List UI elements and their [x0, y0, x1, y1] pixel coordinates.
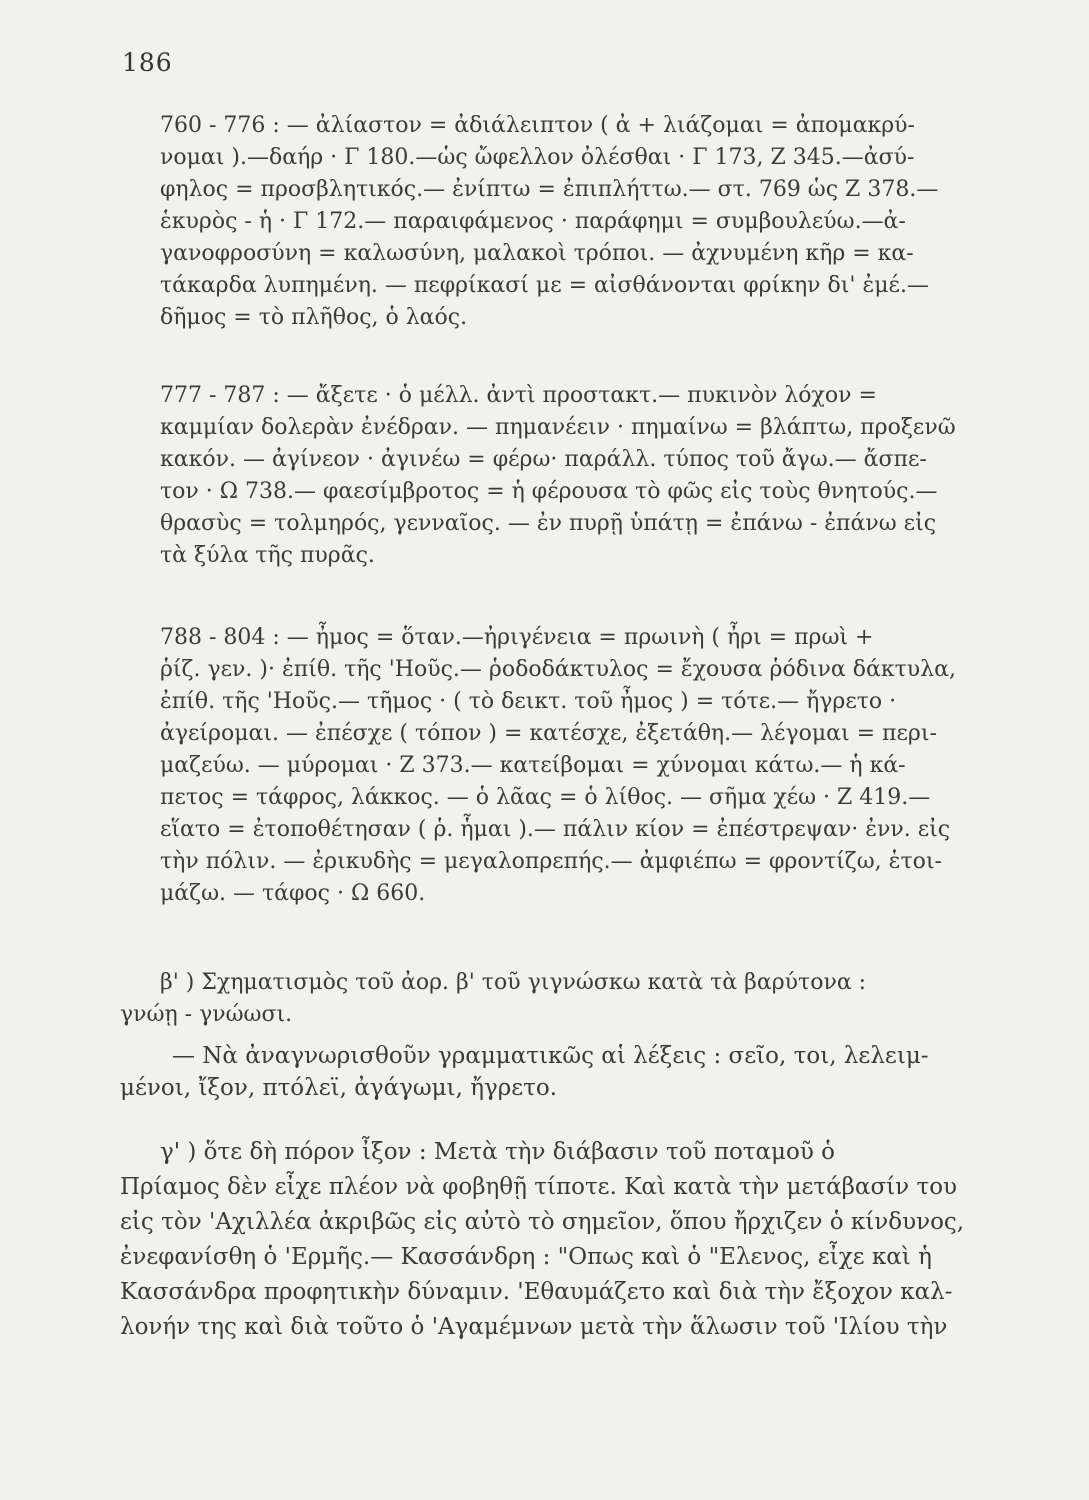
text-line: 788 - 804 : — ἦμος = ὅταν.—ἠριγένεια = πρωινὴ ( ἦρι = πρωὶ +	[160, 625, 874, 650]
note-beta	[120, 967, 980, 1031]
text-line: μένοι, ἴξον, πτόλεϊ, ἀγάγωμι, ἤγρετο.	[120, 1075, 558, 1101]
text-line: Πρίαμος δὲν εἶχε πλέον νὰ φοβηθῇ τίποτε. Καὶ κατὰ τὴν μετάβασίν του	[120, 1174, 958, 1200]
text-line: φηλος = προσβλητικός.— ἐνίπτω = ἐπιπλήττω.— στ. 769 ὡς Ζ 378.—	[160, 177, 939, 202]
text-line: πετος = τάφρος, λάκκος. — ὁ λᾶας = ὁ λίθος. — σῆμα χέω · Ζ 419.—	[160, 785, 931, 810]
text-line: ἑκυρὸς - ἡ · Γ 172.— παραιφάμενος · παράφημι = συμβουλεύω.—ἀ-	[160, 209, 906, 234]
text-line: — Νὰ ἀναγνωρισθοῦν γραμματικῶς αἱ λέξεις : σεῖο, τοι, λελειμ-	[172, 1043, 929, 1069]
text-line: νομαι ).—δαήρ · Γ 180.—ὡς ὤφελλον ὀλέσθαι · Γ 173, Ζ 345.—ἀσύ-	[160, 145, 915, 170]
text-line: γ' ) ὅτε δὴ πόρον ἶξον : Μετὰ τὴν διάβασιν τοῦ ποταμοῦ ὁ	[160, 1139, 835, 1165]
text-line: τον · Ω 738.— φαεσίμβροτος = ἡ φέρουσα τὸ φῶς εἰς τοὺς θνητούς.—	[160, 479, 938, 504]
text-line: ἐνεφανίσθη ὁ 'Ερμῆς.— Κασσάνδρη : "Οπως καὶ ὁ "Ελενος, εἶχε καὶ ἡ	[120, 1244, 932, 1270]
text-line: β' ) Σχηματισμὸς τοῦ ἀορ. β' τοῦ γιγνώσκω κατὰ τὰ βαρύτονα :	[160, 970, 867, 995]
text-line: 777 - 787 : — ἄξετε · ὁ μέλλ. ἀντὶ προστακτ.— πυκινὸν λόχον =	[160, 383, 877, 408]
text-line: τάκαρδα λυπημένη. — πεφρίκασί με = αἰσθάνονται φρίκην δι' ἐμέ.—	[160, 273, 929, 298]
text-line: ἐπίθ. τῆς 'Ηοῦς.— τῆμος · ( τὸ δεικτ. τοῦ ἦμος ) = τότε.— ἤγρετο ·	[160, 689, 897, 714]
text-line: Κασσάνδρα προφητικὴν δύναμιν. 'Εθαυμάζετο καὶ διὰ τὴν ἔξοχον καλ-	[120, 1279, 953, 1305]
commentary-788-804	[160, 622, 980, 910]
text-line: καμμίαν δολερὰν ἐνέδραν. — πημανέειν · πημαίνω = βλάπτω, προξενῶ	[160, 415, 956, 440]
exercise-recognize	[120, 1040, 980, 1104]
text-line: θρασὺς = τολμηρός, γενναῖος. — ἐν πυρῇ ὑπάτῃ = ἐπάνω - ἐπάνω εἰς	[160, 511, 937, 536]
text-line: τὰ ξύλα τῆς πυρᾶς.	[160, 543, 375, 568]
commentary-777-787	[160, 380, 980, 572]
text-line: μάζω. — τάφος · Ω 660.	[160, 881, 426, 906]
text-line: 760 - 776 : — ἀλίαστον = ἀδιάλειπτον ( ἀ + λιάζομαι = ἀπομακρύ-	[160, 113, 915, 138]
text-line: κακόν. — ἀγίνεον · ἀγινέω = φέρω· παράλλ. τύπος τοῦ ἄγω.— ἄσπε-	[160, 447, 927, 472]
text-line: γανοφροσύνη = καλωσύνη, μαλακοὶ τρόποι. — ἀχνυμένη κῆρ = κα-	[160, 241, 914, 266]
text-line: εἰς τὸν 'Αχιλλέα ἀκριβῶς εἰς αὐτὸ τὸ σημεῖον, ὅπου ἤρχιζεν ὁ κίνδυνος,	[120, 1209, 965, 1235]
text-line: γνώῃ - γνώωσι.	[120, 1002, 293, 1027]
note-gamma	[120, 1135, 980, 1345]
text-line: λονήν της καὶ διὰ τοῦτο ὁ 'Αγαμέμνων μετὰ τὴν ἅλωσιν τοῦ 'Ιλίου τὴν	[120, 1314, 948, 1340]
commentary-760-776	[160, 110, 980, 334]
page-number: 186	[122, 48, 173, 77]
text-line: εἵατο = ἐτοποθέτησαν ( ῥ. ἧμαι ).— πάλιν κίον = ἐπέστρεψαν· ἐνν. εἰς	[160, 817, 951, 842]
text-line: μαζεύω. — μύρομαι · Ζ 373.— κατείβομαι = χύνομαι κάτω.— ἡ κά-	[160, 753, 906, 778]
text-line: δῆμος = τὸ πλῆθος, ὁ λαός.	[160, 305, 468, 330]
text-line: ἀγείρομαι. — ἐπέσχε ( τόπον ) = κατέσχε, ἐξετάθη.— λέγομαι = περι-	[160, 721, 937, 746]
text-line: τὴν πόλιν. — ἐρικυδὴς = μεγαλοπρεπής.— ἀμφιέπω = φροντίζω, ἑτοι-	[160, 849, 942, 874]
text-line: ῥίζ. γεν. )· ἐπίθ. τῆς 'Ηοῦς.— ῥοδοδάκτυλος = ἔχουσα ῥόδινα δάκτυλα,	[160, 657, 956, 682]
